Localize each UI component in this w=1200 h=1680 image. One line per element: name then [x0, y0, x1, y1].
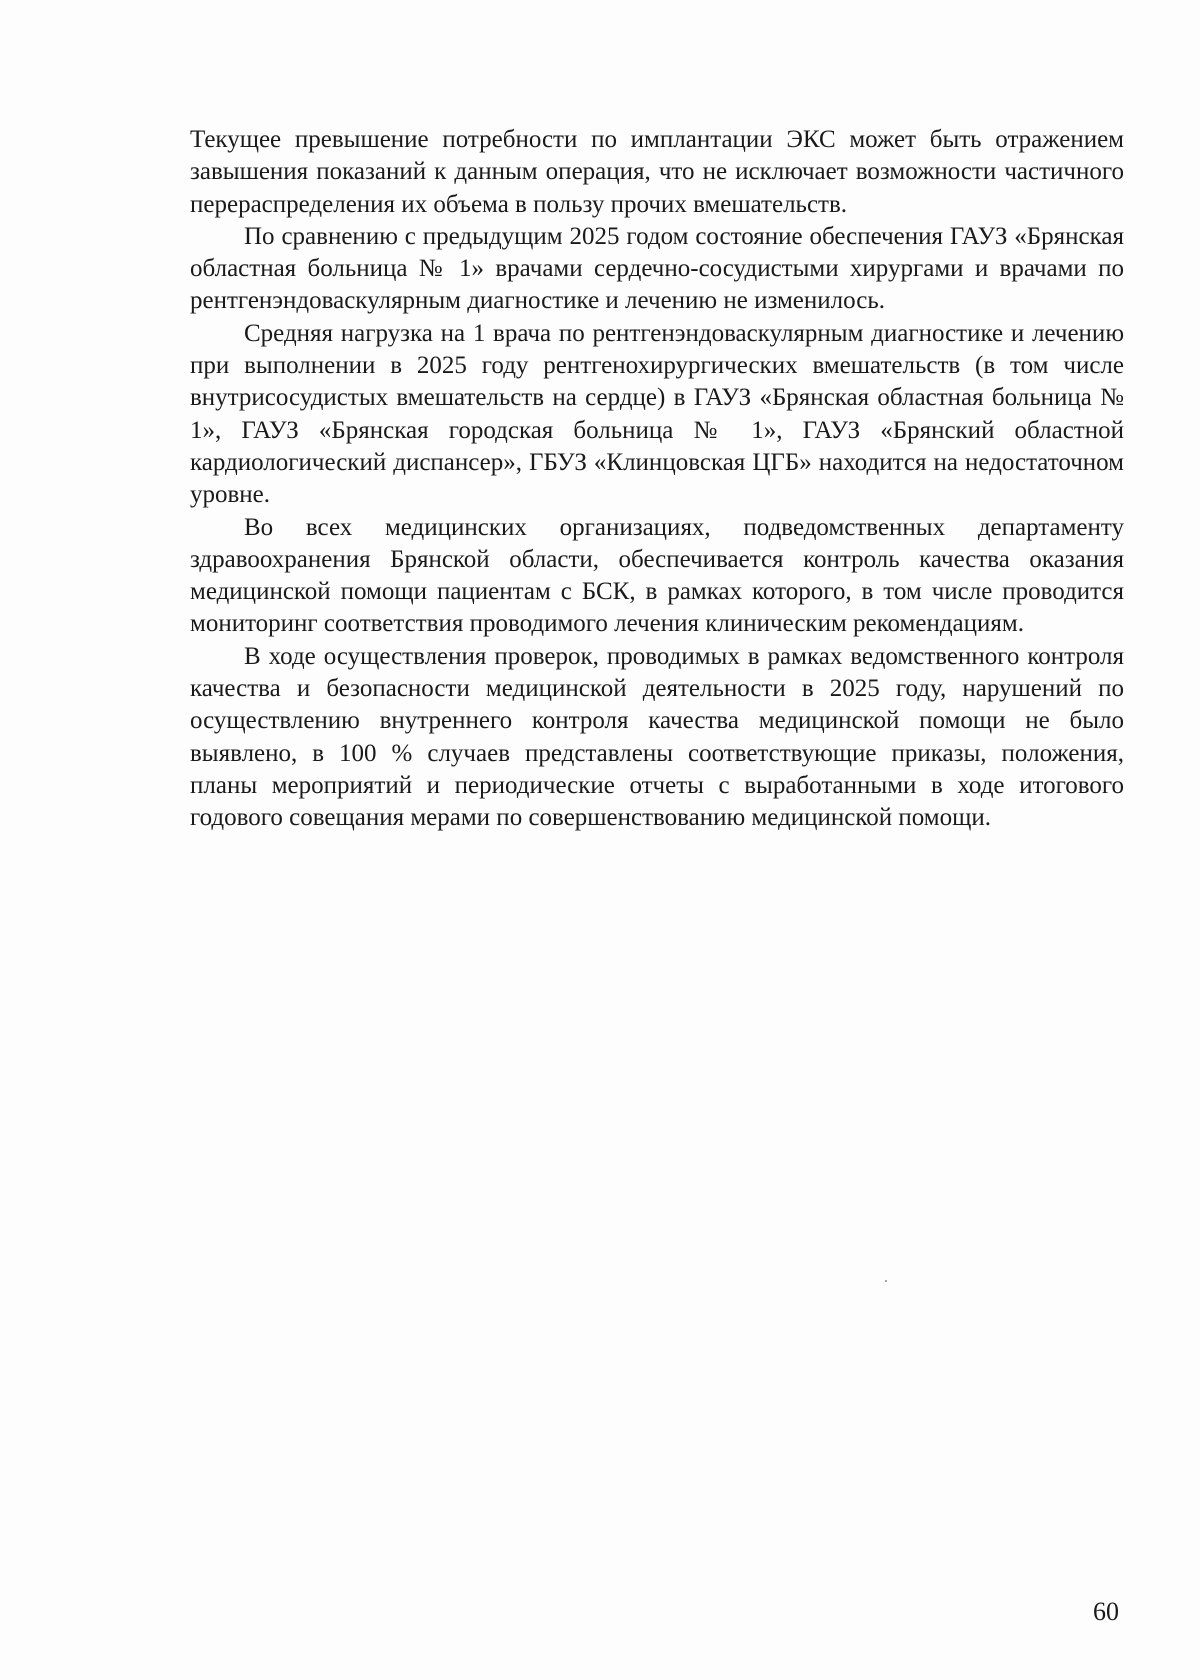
paragraph-2: По сравнению с предыдущим 2025 годом состояние обеспечения ГАУЗ «Брянская областная больница № 1» врачами сердечно-сосудистыми хирургами и врачами по рентгенэндоваскулярным диагностике и лечению не изменилось. — [190, 222, 1124, 315]
scan-speck — [885, 1280, 887, 1282]
page-number: 60 — [1093, 1597, 1119, 1626]
paragraph-3: Средняя нагрузка на 1 врача по рентгенэндоваскулярным диагностике и лечению при выполнении в 2025 году рентгенохирургических вмешательств (в том числе внутрисосудистых вмешательств на сердце) в ГАУЗ «Брянская областная больница № 1», ГАУЗ «Брянская городская больница № 1», ГАУЗ «Брянский областной кардиологический диспансер», ГБУЗ «Клинцовская ЦГБ» находится на недостаточном уровне. — [190, 319, 1124, 509]
paragraph-5: В ходе осуществления проверок, проводимых в рамках ведомственного контроля качества и безопасности медицинской деятельности в 2025 году, нарушений по осуществлению внутреннего контроля качества медицинской помощи не было выявлено, в 100 % случаев представлены соответствующие приказы, положения, планы мероприятий и периодические отчеты с выработанными в ходе итогового годового совещания мерами по совершенствованию медицинской помощи. — [190, 642, 1124, 832]
paragraph-4: Во всех медицинских организациях, подведомственных департаменту здравоохранения Брянской области, обеспечивается контроль качества оказания медицинской помощи пациентам с БСК, в рамках которого, в том числе проводится мониторинг соответствия проводимого лечения клиническим рекомендациям. — [190, 513, 1124, 638]
document-body — [190, 124, 1124, 835]
paragraph-1: Текущее превышение потребности по имплантации ЭКС может быть отражением завышения показаний к данным операция, что не исключает возможности частичного перераспределения их объема в пользу прочих вмешательств. — [190, 126, 1124, 218]
